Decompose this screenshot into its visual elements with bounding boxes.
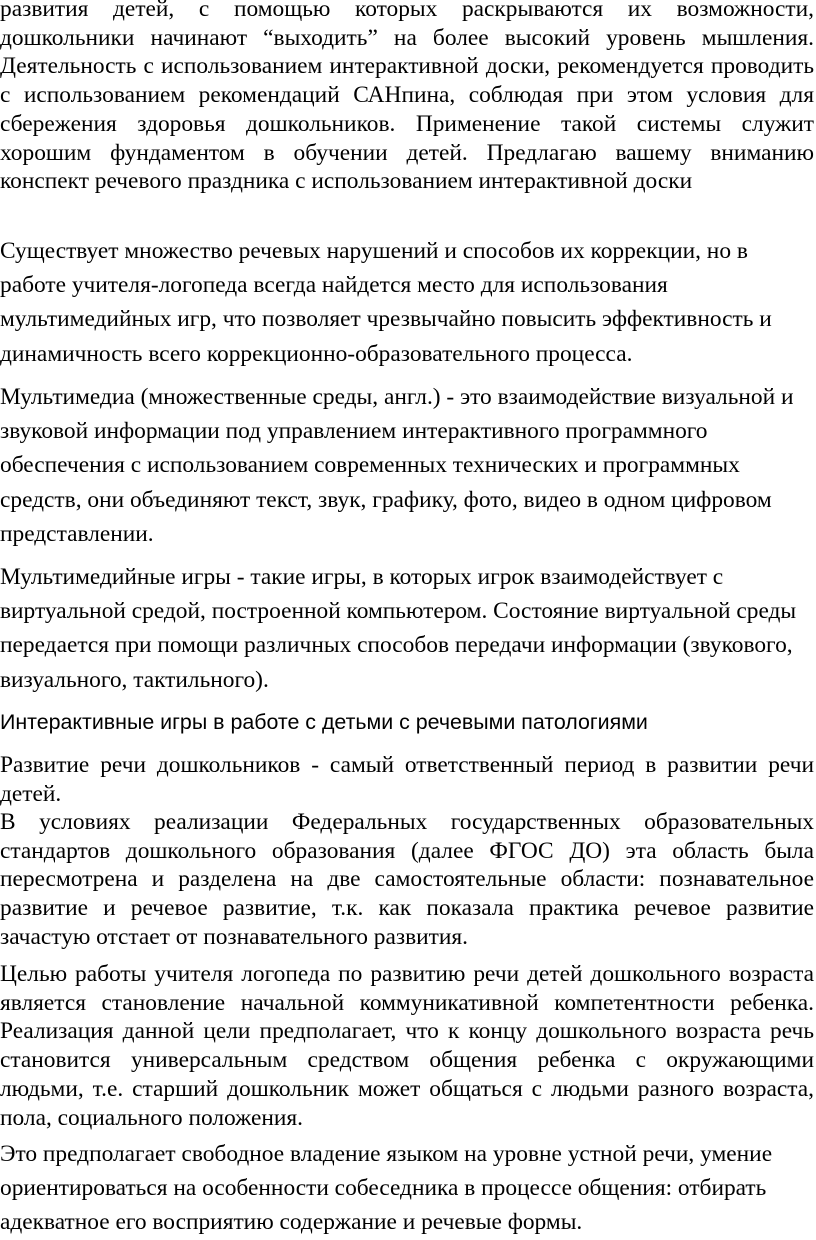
paragraph-fgos-conditions: В условиях реализации Федеральных государственных образовательных стандартов дошкольного образования (далее ФГОС ДО) эта область была пересмотрена и разделена на две самостоятельные области: познавательное развитие и речевое развитие, т.к. как показала практика речевое развитие зачастую отстает от познавательного развития. [0,809,814,950]
section-heading-interactive-games: Интерактивные игры в работе с детьми с речевыми патологиями [0,710,648,734]
paragraph-language-fluency: Это предполагает свободное владение языком на уровне устной речи, умение ориентироваться на особенности собеседника в процессе общения: отбирать адекватное его восприятию содержание и речевые формы. [0,1141,773,1236]
paragraph-speech-development: Развитие речи дошкольников - самый ответственный период в развитии речи детей. [0,752,814,807]
paragraph-multimedia-definition: Мультимедиа (множественные среды, англ.) - это взаимодействие визуальной и звуковой информации под управлением интерактивного программного обеспечения с использованием современных технических и программных средств, они объединяют текст, звук, графику, фото, видео в одном цифровом представлении. [0,384,794,547]
paragraph-speech-disorders: Существует множество речевых нарушений и способов их коррекции, но в работе учителя-логопеда всегда найдется место для использования мультимедийных игр, что позволяет чрезвычайно повысить эффективность и динамичность всего коррекционно-образовательного процесса. [0,238,772,367]
paragraph-speech-therapist-goal: Целью работы учителя логопеда по развитию речи детей дошкольного возраста является становление начальной коммуникативной компетентности ребенка. Реализация данной цели предполагает, что к концу дошкольного возраста речь становится универсальным средством общения ребенка с окружающими людьми, т.е. старший дошкольник может общаться с людьми разного возраста, пола, социального положения. [0,961,814,1131]
paragraph-interactive-board-intro: развития детей, с помощью которых раскрываются их возможности, дошкольники начинают “выходить” на более высокий уровень мышления. Деятельность с использованием интерактивной доски, рекомендуется проводить с использованием рекомендаций САНпина, соблюдая при этом условия для сбережения здоровья дошкольников. Применение такой системы служит хорошим фундаментом в обучении детей. Предлагаю вашему вниманию конспект речевого праздника с использованием интерактивной доски [0,0,814,195]
paragraph-multimedia-games: Мультимедийные игры - такие игры, в которых игрок взаимодействует с виртуальной средой, построенной компьютером. Состояние виртуальной среды передается при помощи различных способов передачи информации (звукового, визуального, тактильного). [0,564,797,693]
